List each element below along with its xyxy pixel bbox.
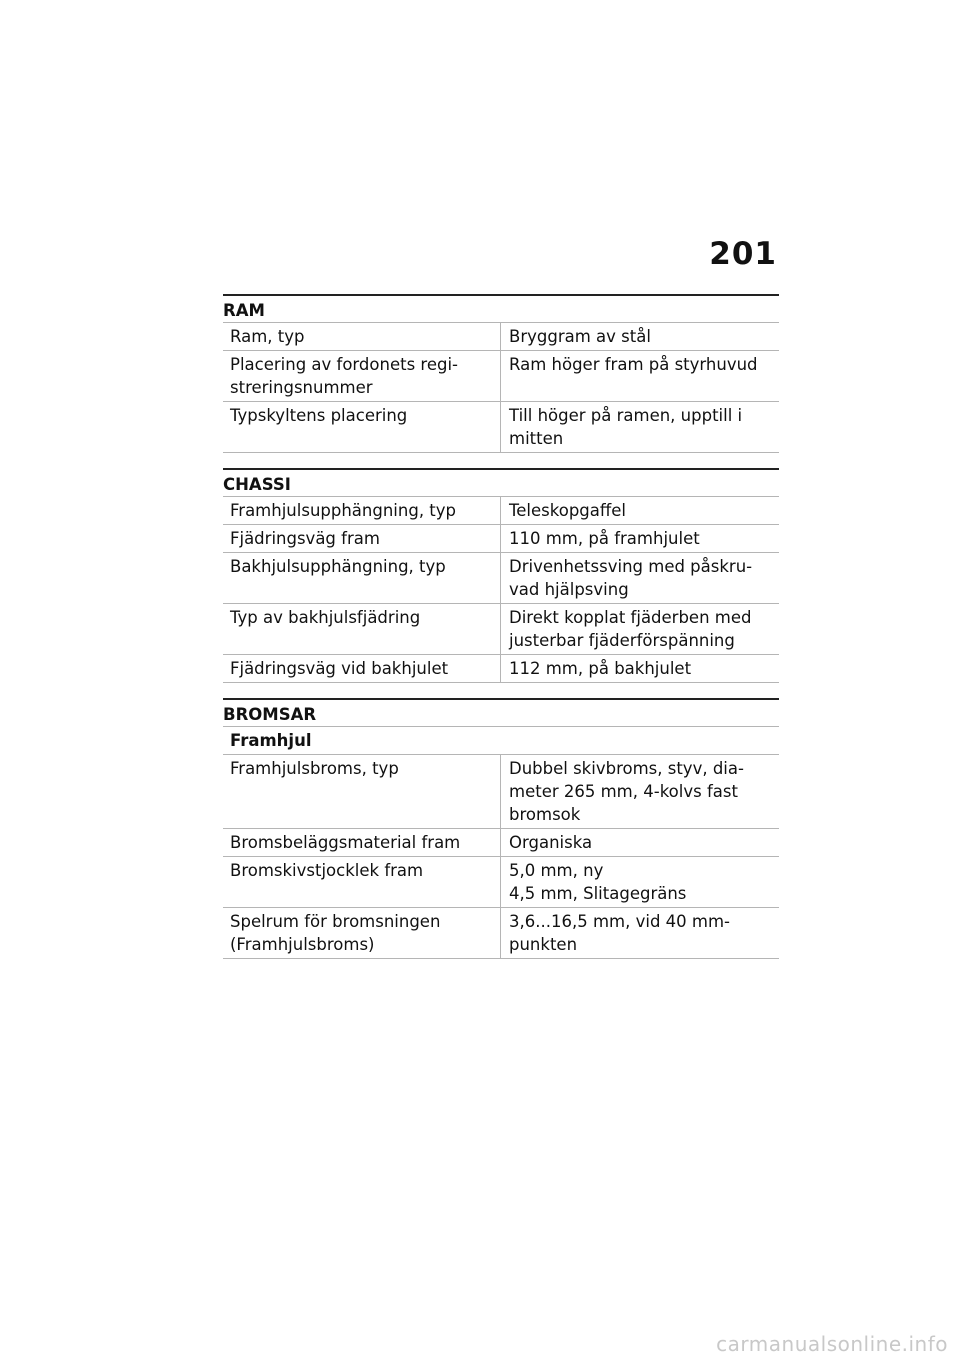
section-heading-bromsar: BROMSAR xyxy=(223,698,779,726)
table-row xyxy=(223,350,779,401)
spec-value: 5,0 mm, ny 4,5 mm, Slitagegräns xyxy=(509,861,687,903)
spec-label: Bromskivstjocklek fram xyxy=(223,857,501,907)
spec-label: Fjädringsväg vid bakhjulet xyxy=(223,655,501,682)
spec-value: Teleskopgaffel xyxy=(509,501,626,520)
table-row xyxy=(223,907,779,959)
table-row xyxy=(223,552,779,603)
spec-label: Placering av fordonets regi- streringsnummer xyxy=(223,351,501,401)
table-row xyxy=(223,524,779,552)
spec-label: Framhjulsbroms, typ xyxy=(223,755,501,828)
watermark: carmanualsonline.info xyxy=(716,1332,948,1356)
spec-label: Framhjulsupphängning, typ xyxy=(223,497,501,524)
spec-value: Organiska xyxy=(509,833,593,852)
spec-value: 112 mm, på bakhjulet xyxy=(509,659,692,678)
spec-label: Typ av bakhjulsfjädring xyxy=(223,604,501,654)
table-row xyxy=(223,603,779,654)
table-row xyxy=(223,401,779,453)
spec-label: Fjädringsväg fram xyxy=(223,525,501,552)
chassi-table xyxy=(223,496,779,683)
subheading-framhjul: Framhjul xyxy=(223,726,779,754)
table-row xyxy=(223,322,779,350)
table-row xyxy=(223,754,779,828)
spec-label: Bromsbeläggsmaterial fram xyxy=(223,829,501,856)
spec-label: Spelrum för bromsningen (Framhjulsbroms) xyxy=(223,908,501,958)
spec-label: Ram, typ xyxy=(223,323,501,350)
spec-value: 110 mm, på framhjulet xyxy=(509,529,700,548)
spec-value: Ram höger fram på styrhuvud xyxy=(509,355,758,374)
bromsar-table xyxy=(223,726,779,959)
section-ram xyxy=(223,294,779,453)
table-row xyxy=(223,856,779,907)
table-row xyxy=(223,496,779,524)
spec-value: 3,6...16,5 mm, vid 40 mm- punkten xyxy=(509,912,731,954)
table-row xyxy=(223,654,779,683)
spec-value: Drivenhetssving med påskru- vad hjälpsving xyxy=(509,557,753,599)
spec-value: Dubbel skivbroms, styv, dia- meter 265 mm, 4-kolvs fast bromsok xyxy=(509,759,744,824)
page-number: 201 xyxy=(709,236,777,272)
spec-label: Bakhjulsupphängning, typ xyxy=(223,553,501,603)
spec-value: Bryggram av stål xyxy=(509,327,651,346)
section-heading-chassi: CHASSI xyxy=(223,468,779,496)
section-heading-ram: RAM xyxy=(223,294,779,322)
spec-value: Direkt kopplat fjäderben med justerbar fjäderförspänning xyxy=(509,608,752,650)
ram-table xyxy=(223,322,779,453)
spec-value: Till höger på ramen, upptill i mitten xyxy=(509,406,743,448)
spec-label: Typskyltens placering xyxy=(223,402,501,452)
section-chassi xyxy=(223,468,779,683)
table-row xyxy=(223,828,779,856)
spec-content xyxy=(223,294,779,974)
section-bromsar xyxy=(223,698,779,959)
